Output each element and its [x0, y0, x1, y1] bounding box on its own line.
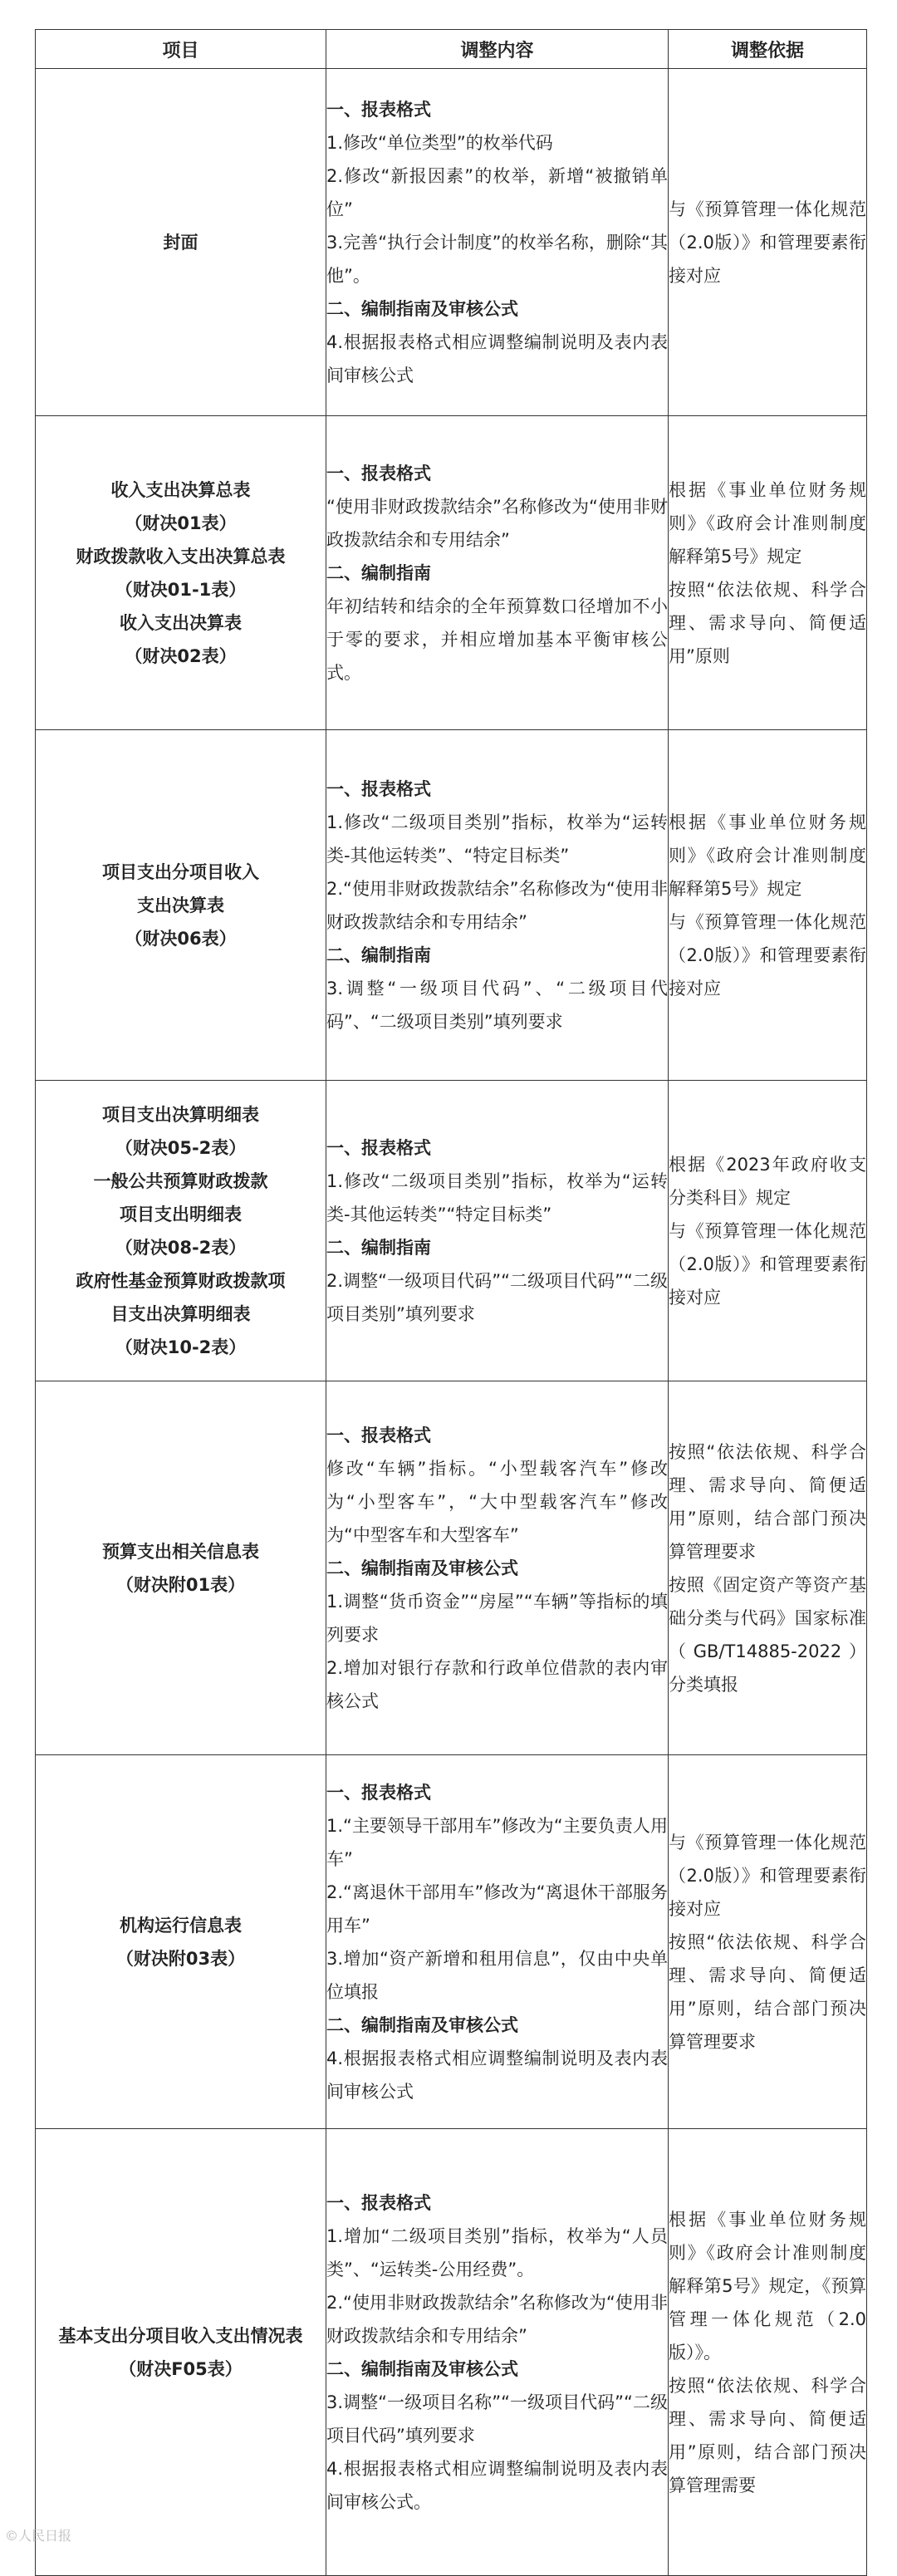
project-line: 项目支出决算明细表 — [102, 1104, 259, 1125]
content-heading: 一、报表格式 — [326, 778, 431, 799]
content-heading: 一、报表格式 — [326, 1782, 431, 1803]
content-line: 2.“使用非财政拨款结余”名称修改为“使用非财政拨款结余和专用结余” — [326, 2292, 668, 2346]
content-heading: 一、报表格式 — [326, 463, 431, 483]
project-line: 财政拨款收入支出决算总表 — [76, 546, 286, 567]
content-line: 1.修改“单位类型”的枚举代码 — [326, 132, 553, 153]
project-cell — [36, 1081, 326, 1381]
content-line: 1.修改“二级项目类别”指标，枚举为“运转类-其他运转类”、“特定目标类” — [326, 812, 668, 866]
header-basis: 调整依据 — [669, 30, 867, 69]
project-line: 项目支出明细表 — [120, 1204, 242, 1224]
content-line: 2.修改“新报因素”的枚举，新增“被撤销单位” — [326, 165, 668, 219]
content-cell — [326, 730, 669, 1081]
content-heading: 二、编制指南及审核公式 — [326, 298, 518, 319]
table-row — [36, 1081, 867, 1381]
project-cell — [36, 730, 326, 1081]
project-line: （财决08-2表） — [115, 1237, 247, 1258]
content-line: 3.调整“一级项目名称”“一级项目代码”“二级项目代码”填列要求 — [326, 2392, 668, 2446]
content-heading: 二、编制指南 — [326, 945, 431, 965]
project-line: 收入支出决算表 — [120, 612, 242, 633]
project-cell — [36, 69, 326, 416]
content-line: 1.调整“货币资金”“房屋”“车辆”等指标的填列要求 — [326, 1591, 668, 1645]
table-row — [36, 1755, 867, 2129]
project-line: （财决10-2表） — [115, 1337, 247, 1357]
project-line: 项目支出分项目收入 — [102, 861, 259, 882]
basis-line: 根据《事业单位财务规则》《政府会计准则制度解释第5号》规定 — [669, 479, 866, 567]
project-line: （财决06表） — [125, 928, 237, 949]
content-cell — [326, 69, 669, 416]
basis-cell — [669, 1081, 867, 1381]
basis-line: 按照“依法依规、科学合理、需求导向、简便适用”原则，结合部门预决算管理需要 — [669, 2375, 866, 2495]
basis-line: 按照《固定资产等资产基础分类与代码》国家标准（GB/T14885-2022）分类填报 — [669, 1574, 866, 1695]
project-cell — [36, 1381, 326, 1755]
project-line: （财决02表） — [125, 645, 237, 666]
content-heading: 二、编制指南及审核公式 — [326, 2358, 518, 2379]
project-line: 一般公共预算财政拨款 — [93, 1170, 268, 1191]
content-line: 4.根据报表格式相应调整编制说明及表内表间审核公式 — [326, 2048, 668, 2102]
basis-line: 按照“依法依规、科学合理、需求导向、简便适用”原则，结合部门预决算管理要求 — [669, 1931, 866, 2052]
project-line: （财决附03表） — [115, 1948, 246, 1969]
content-line: 2.调整“一级项目代码”“二级项目代码”“二级项目类别”填列要求 — [326, 1270, 668, 1324]
content-line: 1.修改“二级项目类别”指标，枚举为“运转类-其他运转类”“特定目标类” — [326, 1170, 668, 1224]
basis-cell — [669, 2129, 867, 2576]
content-cell — [326, 2129, 669, 2576]
table-body — [36, 69, 867, 2576]
project-line: （财决F05表） — [119, 2358, 243, 2379]
project-line: （财决01-1表） — [115, 579, 247, 600]
content-line: 2.“使用非财政拨款结余”名称修改为“使用非财政拨款结余和专用结余” — [326, 878, 668, 932]
content-cell — [326, 1381, 669, 1755]
content-line: 3.完善“执行会计制度”的枚举名称，删除“其他”。 — [326, 232, 668, 286]
content-heading: 二、编制指南及审核公式 — [326, 1558, 518, 1578]
content-line: 年初结转和结余的全年预算数口径增加不小于零的要求，并相应增加基本平衡审核公式。 — [326, 596, 668, 683]
content-heading: 二、编制指南 — [326, 562, 431, 583]
table-row — [36, 69, 867, 416]
basis-line: 与《预算管理一体化规范（2.0版）》和管理要素衔接对应 — [669, 1220, 866, 1308]
table-header-row — [36, 30, 867, 69]
project-cell — [36, 416, 326, 730]
header-content: 调整内容 — [326, 30, 669, 69]
content-line: 修改“车辆”指标。“小型载客汽车”修改为“小型客车”，“大中型载客汽车”修改为“中型客车和大型客车” — [326, 1458, 668, 1545]
basis-cell — [669, 730, 867, 1081]
table-row — [36, 2129, 867, 2576]
project-line: 预算支出相关信息表 — [102, 1541, 259, 1562]
basis-line: 根据《2023年政府收支分类科目》规定 — [669, 1154, 866, 1208]
basis-cell — [669, 69, 867, 416]
content-line: 2.增加对银行存款和行政单位借款的表内审核公式 — [326, 1657, 668, 1711]
basis-line: 按照“依法依规、科学合理、需求导向、简便适用”原则，结合部门预决算管理要求 — [669, 1441, 866, 1562]
project-line: 目支出决算明细表 — [110, 1303, 251, 1324]
project-line: 机构运行信息表 — [120, 1915, 242, 1936]
table-row — [36, 1381, 867, 1755]
basis-line: 与《预算管理一体化规范（2.0版）》和管理要素衔接对应 — [669, 911, 866, 999]
content-line: 3.调整“一级项目代码”、“二级项目代码”、“二级项目类别”填列要求 — [326, 978, 668, 1032]
content-heading: 一、报表格式 — [326, 99, 431, 120]
basis-cell — [669, 1755, 867, 2129]
project-line: 政府性基金预算财政拨款项 — [76, 1270, 286, 1291]
project-line: （财决01表） — [125, 513, 237, 533]
basis-line: 根据《事业单位财务规则》《政府会计准则制度解释第5号》规定，《预算管理一体化规范（2.0版）》。 — [669, 2209, 866, 2363]
adjustment-table — [35, 29, 867, 2576]
content-line: 4.根据报表格式相应调整编制说明及表内表间审核公式。 — [326, 2458, 668, 2512]
content-heading: 二、编制指南及审核公式 — [326, 2014, 518, 2035]
watermark: ©人民日报 — [5, 2528, 72, 2544]
content-line: 2.“离退休干部用车”修改为“离退休干部服务用车” — [326, 1882, 668, 1936]
content-line: “使用非财政拨款结余”名称修改为“使用非财政拨款结余和专用结余” — [326, 496, 668, 550]
content-heading: 二、编制指南 — [326, 1237, 431, 1258]
content-heading: 一、报表格式 — [326, 1425, 431, 1445]
basis-line: 与《预算管理一体化规范（2.0版）》和管理要素衔接对应 — [669, 199, 866, 286]
project-cell — [36, 2129, 326, 2576]
table-row — [36, 730, 867, 1081]
table-row — [36, 416, 867, 730]
content-heading: 一、报表格式 — [326, 2192, 431, 2213]
content-line: 3.增加“资产新增和租用信息”，仅由中央单位填报 — [326, 1948, 668, 2002]
project-line: 收入支出决算总表 — [110, 479, 251, 500]
content-line: 4.根据报表格式相应调整编制说明及表内表间审核公式 — [326, 331, 668, 385]
basis-line: 根据《事业单位财务规则》《政府会计准则制度解释第5号》规定 — [669, 812, 866, 899]
project-line: （财决05-2表） — [115, 1137, 247, 1158]
project-line: （财决附01表） — [115, 1574, 246, 1595]
content-line: 1.“主要领导干部用车”修改为“主要负责人用车” — [326, 1815, 668, 1869]
basis-line: 按照“依法依规、科学合理、需求导向、简便适用”原则 — [669, 579, 866, 666]
basis-cell — [669, 416, 867, 730]
basis-line: 与《预算管理一体化规范（2.0版）》和管理要素衔接对应 — [669, 1832, 866, 1919]
header-project: 项目 — [36, 30, 326, 69]
basis-cell — [669, 1381, 867, 1755]
project-line: 基本支出分项目收入支出情况表 — [58, 2325, 303, 2346]
content-line: 1.增加“二级项目类别”指标，枚举为“人员类”、“运转类-公用经费”。 — [326, 2225, 668, 2279]
project-line: 支出决算表 — [137, 895, 224, 915]
content-cell — [326, 1755, 669, 2129]
project-cell — [36, 1755, 326, 2129]
content-heading: 一、报表格式 — [326, 1137, 431, 1158]
content-cell — [326, 416, 669, 730]
content-cell — [326, 1081, 669, 1381]
project-line: 封面 — [163, 232, 199, 253]
